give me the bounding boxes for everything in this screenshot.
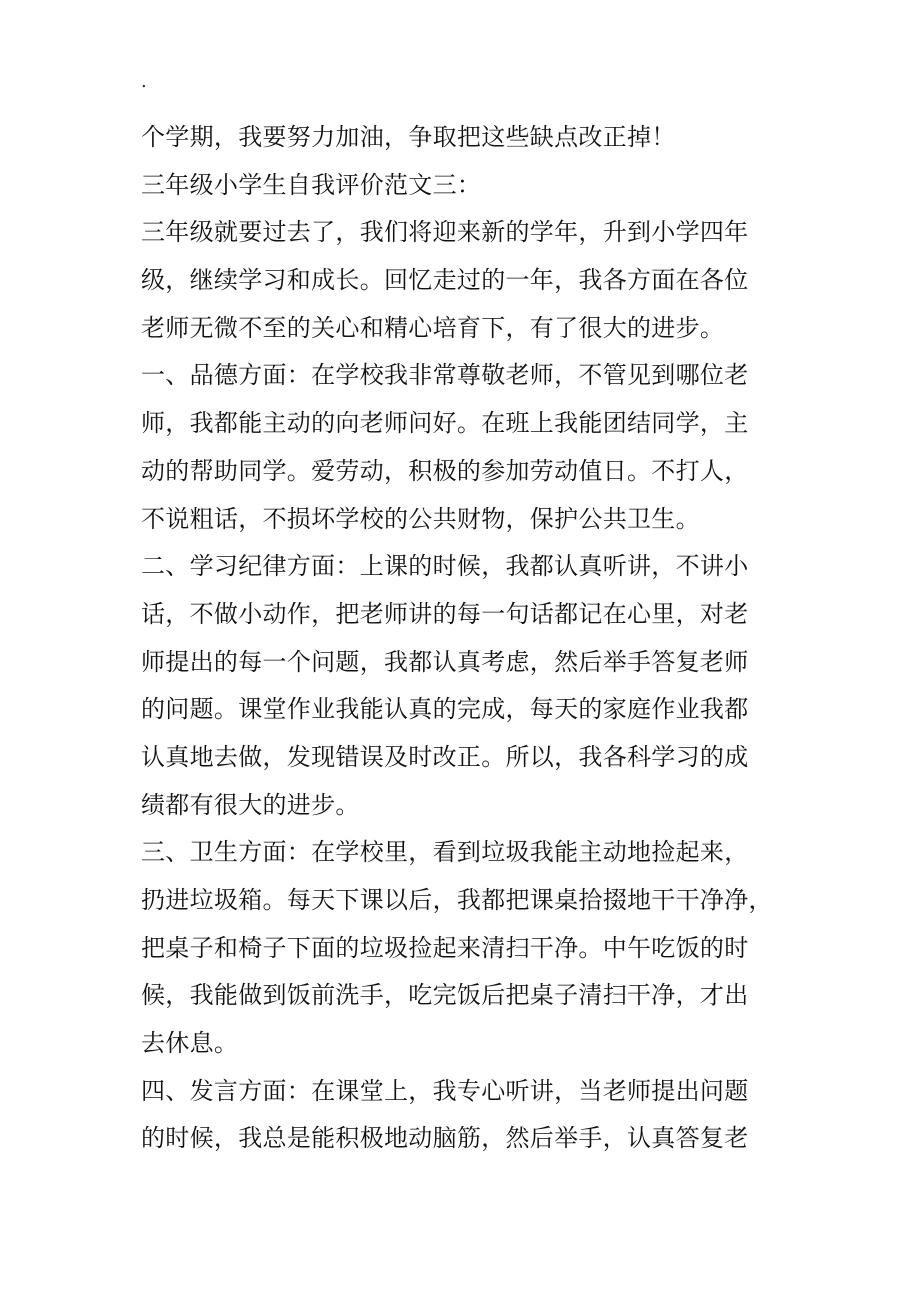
text-line: 四、发言方面：在课堂上，我专心听讲，当老师提出问题 (141, 1076, 749, 1105)
header-mark: . (141, 71, 147, 92)
section-heading: 三年级小学生自我评价范文三： (141, 170, 482, 199)
text-line: 话，不做小动作，把老师讲的每一句话都记在心里，对老 (141, 599, 749, 628)
text-line: 三年级就要过去了，我们将迎来新的学年，升到小学四年 (141, 218, 749, 247)
text-line: 的问题。课堂作业我能认真的完成，每天的家庭作业我都 (141, 695, 749, 724)
text-line: 候，我能做到饭前洗手，吃完饭后把桌子清扫干净，才出 (141, 981, 749, 1010)
text-line: 老师无微不至的关心和精心培育下，有了很大的进步。 (141, 313, 725, 342)
text-line: 一、品德方面：在学校我非常尊敬老师，不管见到哪位老 (141, 361, 749, 390)
text-line: 不说粗话，不损坏学校的公共财物，保护公共卫生。 (141, 504, 700, 533)
text-line: 二、学习纪律方面：上课的时候，我都认真听讲，不讲小 (141, 552, 749, 581)
text-line: 三、卫生方面：在学校里，看到垃圾我能主动地捡起来， (141, 838, 749, 867)
text-line: 师，我都能主动的向老师问好。在班上我能团结同学，主 (141, 409, 749, 438)
text-line: 去休息。 (141, 1029, 239, 1058)
essay-body (141, 114, 781, 1163)
text-line: 扔进垃圾箱。每天下课以后，我都把课桌拾掇地干干净净， (141, 886, 773, 914)
text-line: 绩都有很大的进步。 (141, 790, 360, 819)
text-line: 师提出的每一个问题，我都认真考虑，然后举手答复老师 (141, 647, 749, 676)
text-line: 的时候，我总是能积极地动脑筋，然后举手，认真答复老 (141, 1124, 749, 1153)
text-line: 把桌子和椅子下面的垃圾捡起来清扫干净。中午吃饭的时 (141, 933, 749, 962)
text-line: 动的帮助同学。爱劳动，积极的参加劳动值日。不打人， (141, 456, 749, 485)
text-line: 认真地去做，发现错误及时改正。所以，我各科学习的成 (141, 742, 749, 771)
text-line: 级，继续学习和成长。回忆走过的一年，我各方面在各位 (141, 266, 749, 295)
text-line: 个学期，我要努力加油，争取把这些缺点改正掉！ (141, 123, 676, 151)
